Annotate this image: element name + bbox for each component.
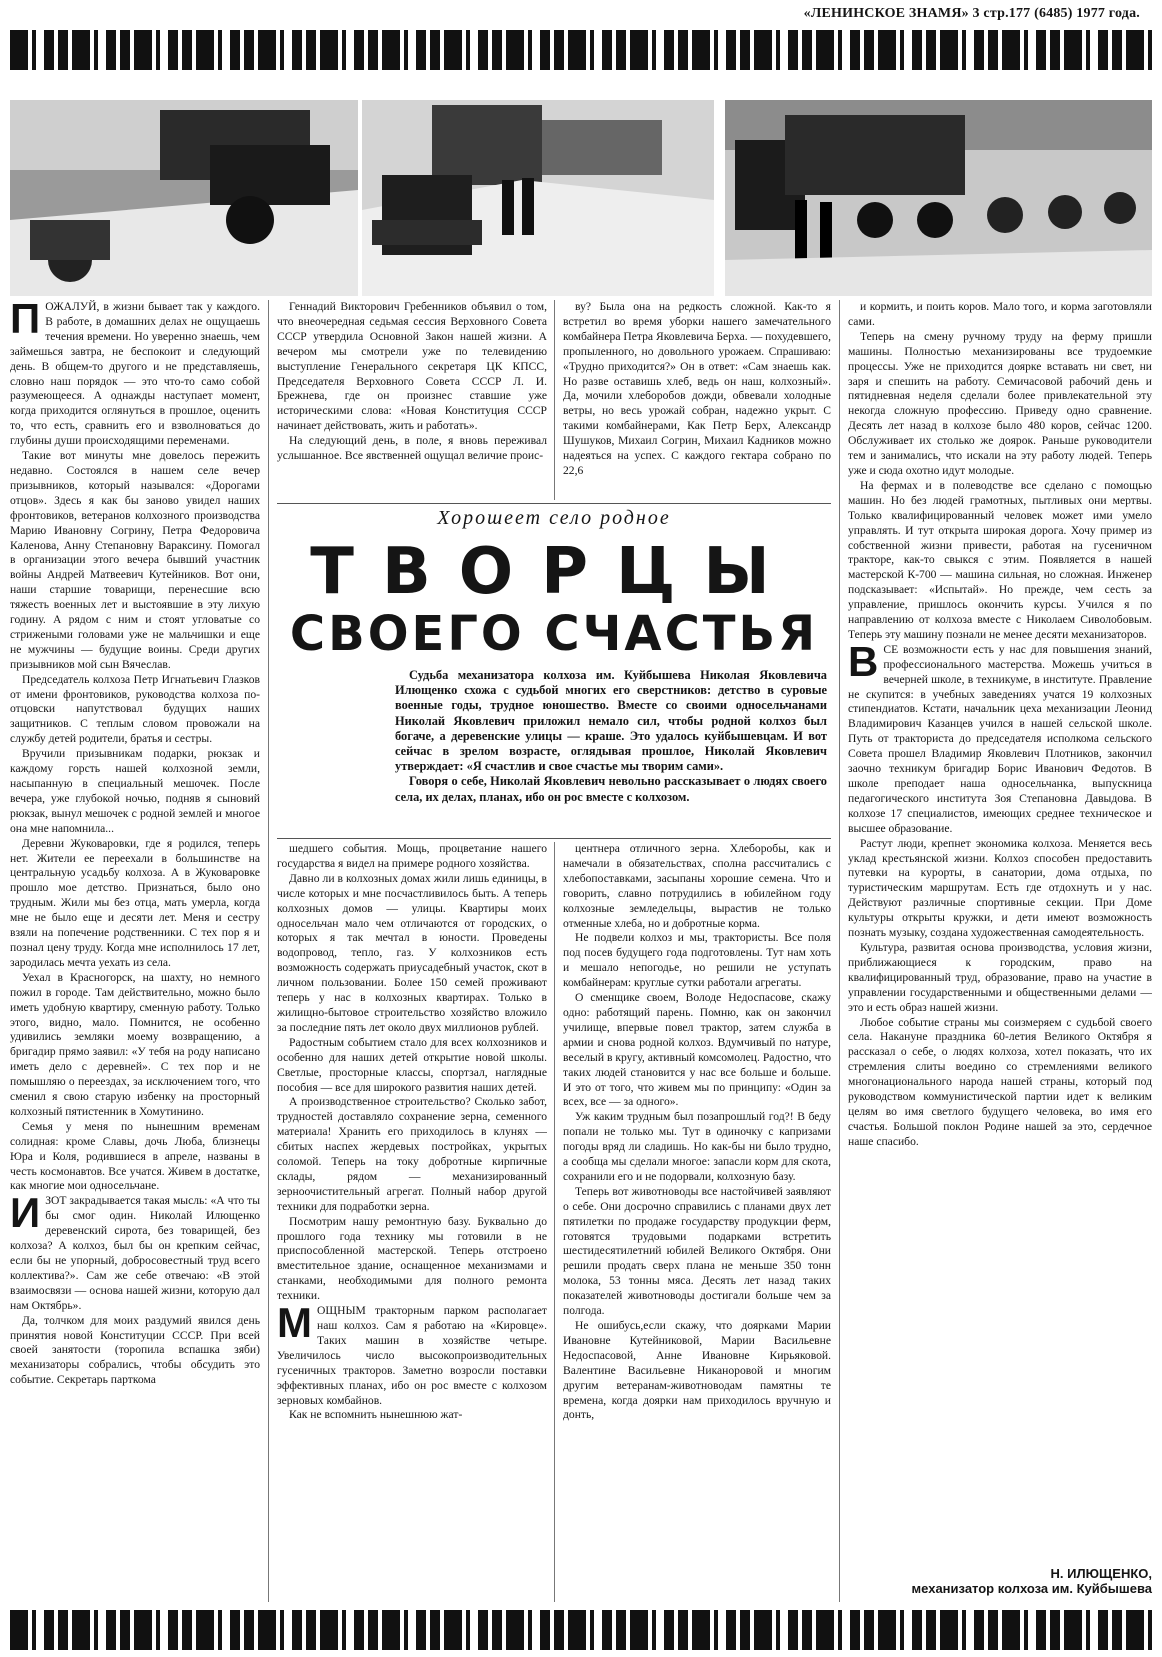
paragraph: ЗОТ закрадывается такая мысль: «А что ты бы смог один. Николай Илющенко деревенский сирота, без товарищей, без колхоза? А колхоз, был бы он крепким сейчас, если бы не упорный, добросовестный труд всего коллектива?». Сам же себе отвечаю: «В этой взаимосвязи — основа нашей жизни, которую дал нам Октябрь». <box>10 1194 260 1312</box>
column-rule <box>268 300 269 1602</box>
paragraph: СЕ возможности есть у нас для повышения знаний, профессионального мастерства. Можешь учиться в вечерней школе, в техникуме, в институте. Правление не скупится: в учебных заведениях учатся 19 колхозных стипендиатов. Кстати, начальник цеха механизации Леонид Владимирович Казанцев учился в нашей сельской школе. Путь от тракториста до председателя исполкома сельского Совета прошел Владимир Яковлевич Плотников, закончил заочно техникум бригадир Борис Иванович Федотов. В школе преподает наша односельчанка, выпускница педагогического института Зоя Степановна Давыдова. В колхозе 17 специалистов, имеющих среднее техническое и высшее образование. <box>848 642 1152 835</box>
paragraph: А производственное строительство? Сколько забот, трудностей доставляло сохранение зерна, семенного материала! Хранить его приходилось в клунях — сбитых наспех жердевых постройках, укрытых соломой. Теперь на току добротные кирпичные склады, рядом — механизированный зерноочистительный агрегат. Полный набор другой техники для подработки зерна. <box>277 1095 547 1213</box>
article-column-3-bottom <box>563 842 831 1602</box>
drop-cap: П <box>10 300 41 342</box>
headline-line-2: СВОЕГО СЧАСТЬЯ <box>289 606 819 662</box>
paragraph: Радостным событием стало для всех колхозников и особенно для наших детей открытие новой школы. Светлые, просторные классы, спортзал, наглядные пособия — все для широкого развития наших детей. <box>277 1035 547 1094</box>
article-column-4 <box>848 300 1152 1562</box>
paragraph: Уж каким трудным был позапрошлый год?! В беду попали не только мы. Тут в одиночку с капризами погоды вряд ли сладишь. Но как-бы ни было трудно, а сообща мы сделали многое: запасли корм для скота, сохранили его и не подорвали, колхозную базу. <box>563 1110 831 1183</box>
tractors-in-snow-photo <box>10 100 358 296</box>
paragraph: Посмотрим нашу ремонтную базу. Буквально до прошлого года технику мы готовили в не приспособленной мастерской. Теперь отстроено вместительное здание, оснащенное механизмами и станками, необходимыми для полного ремонта техники. <box>277 1214 547 1303</box>
paragraph: Председатель колхоза Петр Игнатьевич Глазков от имени фронтовиков, руководства колхоза по-отцовски напутствовал будущих наших защитников. С теплым словом провожали на службу детей родители, братья и сестры. <box>10 672 260 746</box>
column-rule <box>554 300 555 500</box>
drop-cap: И <box>10 1189 41 1237</box>
paragraph: Такие вот минуты мне довелось пережить недавно. Состоялся в нашем селе вечер призывников, который назывался: «Дорогами отцов». Здесь я как бы заново увидел наших фронтовиков, ветеранов колхозного производства Марию Ивановну Согрину, Петра Федоровича Каленова, Анну Степановну Варaксину. Помогал в организации этого вечера бывший участник войны Андрей Матвеевич Кутейников. Вот они, наши старшие товарищи, перенесшие всю тяжесть военных лет и выстоявшие в эту лихую годину. А рядом с ним и стоят угловатые со стрижеными головами уже не мальчишки и еще не мужчины — будущие воины. Среди других призывников мой сын Вячеслав. <box>10 449 260 671</box>
drop-cap: М <box>277 1299 312 1347</box>
column-rule <box>554 842 555 1602</box>
paragraph: На следующий день, в поле, я вновь переживал услышанное. Все явственней ощущал величие проис- <box>277 434 547 463</box>
village-street-truck-photo <box>362 100 714 296</box>
article-lead <box>395 668 827 836</box>
paragraph: Растут люди, крепнет экономика колхоза. Меняется весь уклад крестьянской жизни. Колхоз способен предоставить путевки на курорты, в санатории, дома отдыха, по туристическим маршрутам. Есть где отдохнуть и у нас. Действуют различные спортивные секции. При Доме культуры открыты кружки, и дети имеют возможность познать музыку, создана художественная самодеятельность. <box>848 836 1152 940</box>
divider <box>277 838 831 839</box>
article-column-2-bottom <box>277 842 547 1602</box>
paragraph: Культура, развитая основа производства, условия жизни, приближающиеся к городским, право на квалифицированный труд, образование, право на участие в управлении государственными и общественными делами — это и есть образ нашей жизни. <box>848 940 1152 1014</box>
paragraph: Давно ли в колхозных домах жили лишь единицы, в числе которых и мне посчастливилось быть. А теперь колхозных домов — улицы. Квартиры моих односельчан мало чем отличаются от городских, о которых я так мечтал в юности. Проведены водопровод, тепло, газ. У колхозников есть возможность содержать приусадебный участок, скот в личном пользовании. Более 150 семей проживают теперь у нас в колхозных квартирах. Только в жилищно-бытовое строительство хозяйство вложило за последние пять лет около двух миллионов рублей. <box>277 871 547 1034</box>
star-hammer-sickle-ornament-icon <box>10 30 1152 70</box>
paragraph: Любое событие страны мы соизмеряем с судьбой своего села. Накануне праздника 60-летия Великого Октября я рассказал о себе, о людях колхоза, хотел показать, что их стремления слиты воедино со стремлениями великого многонационального народа нашей страны, который под руководством коммунистической партии идет к великим целям во имя светлого будущего человека, во имя его счастья. Большой поклон Родине нашей за это, сердечное наше спасибо. <box>848 1015 1152 1148</box>
paragraph: Как не вспомнить нынешнюю жат- <box>289 1408 463 1422</box>
paragraph: шедшего события. Мощь, процветание нашего государства я видел на примере родного хозяйства. <box>277 842 547 870</box>
paragraph: Деревни Жуковаровки, где я родился, теперь нет. Жители ее переехали в большинстве на центральную усадьбу колхоза. А в Жуковаровке прошло мое детство. Признаться, было оно трудным. Жили мы без отца, мать умерла, когда мне не было еще и десяти лет. Меня и сестру взяли на попечение родственники. С тех пор я и познал цену труду. Когда мне исполнилось 17 лет, зародилась мечта уехать из села. <box>10 836 260 969</box>
paragraph: Да, толчком для моих раздумий явился день принятия новой Конституции СССР. При всей своей занятости (торопила вспашка зяби) механизаторы собрались, чтобы обсудить это событие. Секретарь парткома <box>10 1313 260 1387</box>
author-role: механизатор колхоза им. Куйбышева <box>911 1581 1152 1596</box>
masthead: «ЛЕНИНСКОЕ ЗНАМЯ» 3 стр.177 (6485) 1977 года. <box>803 6 1140 21</box>
paragraph: ОЖАЛУЙ, в жизни бывает так у каждого. В работе, в домашних делах не ощущаешь течения времени. Но уверенно знаешь, чем займешься завтра, не беспокоит и следующий день. В общем-то другого и не представляешь, словно наш порядок — это что-то само собой разумеющееся. А однажды наступает момент, когда приходится оглянуться в прошлое, оценить то, что есть, сравнить его и взволноваться до глубины души происходящими переменами. <box>10 300 260 448</box>
paragraph: На фермах и в полеводстве все сделано с помощью машин. Но без людей грамотных, пытливых они мертвы. Только квалифицированный человек может ими умело управлять. И тут открыта широкая дорога. Хочу пример из собственной жизни привести, работая на гусеничном тракторе, как-то свыкся с этим. Появляется в нашей мастерской К-700 — машина сильная, но сложная. Инженер подсказывает: «Испытай». Но прежде, чем сесть за управление, пришлось окончить курсы. Учился я по направлению от колхоза вместе с Николаем Сиволобовым. Теперь эту машину познали не менее десяти механизаторов. <box>848 478 1152 641</box>
lead-paragraph: Говоря о себе, Николай Яковлевич невольно рассказывает о людях своего села, их делах, планах, ибо он рос вместе с колхозом. <box>395 774 827 804</box>
lead-paragraph: Судьба механизатора колхоза им. Куйбышева Николая Яковлевича Илющенко схожа с судьбой многих его сверстников: детство в суровые военные годы, трудное юношество. Вместе со своими односельчанами Николай Яковлевич приложил немало сил, чтобы родной колхоз был богаче, а деревенские улицы — краше. Это удалось куйбышевцам. И вот сейчас в зрелом возрасте, оглядывая прошлое, Николай Яковлевич утверждает: «Я счастлив и свое счастье мы творим сами». <box>395 668 827 774</box>
author-name: Н. ИЛЮЩЕНКО, <box>1050 1566 1152 1581</box>
star-hammer-sickle-ornament-icon <box>10 1610 1152 1650</box>
machinery-park-photo <box>725 100 1152 296</box>
paragraph: Семья у меня по нынешним временам солидная: кроме Славы, дочь Люба, близнецы Юра и Коля, родившиеся в апреле, названы в честь космонавтов. Все учатся. Живем в достатке, как многие мои односельчане. <box>10 1119 260 1193</box>
article-column-1 <box>10 300 260 1602</box>
divider <box>277 503 831 504</box>
paragraph: ОЩНЫМ тракторным парком располагает наш колхоз. Сам я работаю на «Кировце». Таких машин в хозяйстве четыре. Увеличилось число высокопроизводительных гусеничных тракторов. Заметно возросли поставки эффективных планах, ибо он рос вместе с колхозом зерновых комбайнов. <box>277 1304 547 1407</box>
kicker: Хорошеет село родное <box>437 507 671 529</box>
paragraph: Вручили призывникам подарки, рюкзак и каждому горсть нашей колхозной земли, насыпанную в специальный мешочек. После вечера, уже глубокой ночью, подняв я сыновий рюкзак, вынул мешочек с родной землей и многое она мне напомнила... <box>10 747 260 835</box>
paragraph: Теперь вот животноводы все настойчивей заявляют о себе. Они досрочно справились с планами двух лет пятилетки по продаже государству продукции ферм, готовятся трудовыми подарками встретить шестидесятилетний юбилей Великого Октября. Они решили продать сверх плана не меньше 350 тонн молока, 53 тонны мяса. Десять лет назад таких показателей животноводы достигали больше чем за полгода. <box>563 1184 831 1318</box>
paragraph: Геннадий Викторович Гребенников объявил о том, что внеочередная седьмая сессия Верховного Совета СССР утвердила Основной Закон нашей жизни. А вечером мы смотрели уже по телевидению выступление Генерального секретаря ЦК КПСС, Председателя Верховного Совета СССР Л. И. Брежнева, где он произнес ставшие уже историческими слова: «Новая Конституция СССР начинает действовать, жить и работать». <box>277 300 547 433</box>
paragraph: Не ошибусь,если скажу, что доярками Марии Ивановне Кутейниковой, Марии Васильевне Недоспасовой, Анне Ивановне Кирьяковой. Валентине Васильевне Никаноровой и многим другим ветеранам-животноводам памятны те времена, когда доярки нам приходилось вручную и донть, <box>563 1319 831 1422</box>
drop-cap: В <box>848 637 879 685</box>
author-signature <box>848 1566 1152 1596</box>
paragraph: и кормить, и поить коров. Мало того, и корма заготовляли сами. <box>848 300 1152 328</box>
paragraph: Не подвели колхоз и мы, трактористы. Все поля под посев будущего года подготовлены. Тут нам хоть и мешало непогодье, но решили не уступать комбайнерам: круглые сутки работали агрегаты. <box>563 931 831 990</box>
article-column-2-top <box>277 300 547 500</box>
column-rule <box>839 300 840 1602</box>
article-column-3-top <box>563 300 831 500</box>
paragraph: ву? Была она на редкость сложной. Как-то я встретил во время уборки нашего замечательного комбайнера Петра Яковлевича Берха. — похудевшего, пропыленного, но довольного урожаем. Спрашиваю: «Трудно приходится?» Он в ответ: «Сам знаешь как. Но разве оставишь хлеб, ведь он наш, колхозный». Да, мочили хлеборобов дожди, обвевали холодные ветры, но весь урожай собран, надежно укрыт. С такими комбайнерами, Как Петр Берх, Александр Шушуков, Михаил Согрин, Михаил Кадников можно надеяться на успех. С каждого гектара собрано по 22,6 <box>563 300 831 477</box>
paragraph: Уехал в Красногорск, на шахту, но немного пожил в городе. Там действительно, можно было иметь удобную квартиру, сменную работу. Только этого, видно, мало. Помнится, не особенно удивились земляки моему возвращению, а бригадир прямо заявил: «У тебя на роду написано иметь дело с деревней». С тех пор и не помышляю о переездах, за исключением того, что сменил я свою старую избенку на просторный колхозный пятистенник в Хомутинино. <box>10 970 260 1118</box>
paragraph: Теперь на смену ручному труду на ферму пришли машины. Полностью механизированы все трудоемкие процессы. Уже не приходится доярке вставать ни свет, ни заря и спешить на работу. Семичасовой рабочий день и пятидневная неделя сделали более привлекательной эту некогда сложную профессию. Приведу одно сравнение. Десять лет назад в колхозе было 480 коров, сейчас 1200. Обслуживает их столько же доярок. Раньше руководители тем и занимались, что искали на эту работу людей. Теперь уже и сюда охотно идут молодые. <box>848 329 1152 477</box>
paragraph: центнера отличного зерна. Хлеборобы, как и намечали в обязательствах, сполна рассчитались с хлебопоставками, засыпаны хорошие семена. Что и говорить, славно потрудились в юбилейном году колхозные земледельцы, вырастив не только отменные хлеба, но и добротные корма. <box>563 842 831 930</box>
headline-line-1: ТВОРЦЫ <box>310 535 798 609</box>
paragraph: О сменщике своем, Володе Недоспасове, скажу одно: работящий парень. Помню, как он закончил училище, впервые повел трактор, затем служба в армии и снова родной колхоз. Вдумчивый по натуре, веселый в кругу, активный комсомолец. Радостно, что таких людей становится у нас все больше и больше. И это от того, что живем мы по принципу: «Один за всех, все — за одного». <box>563 991 831 1109</box>
